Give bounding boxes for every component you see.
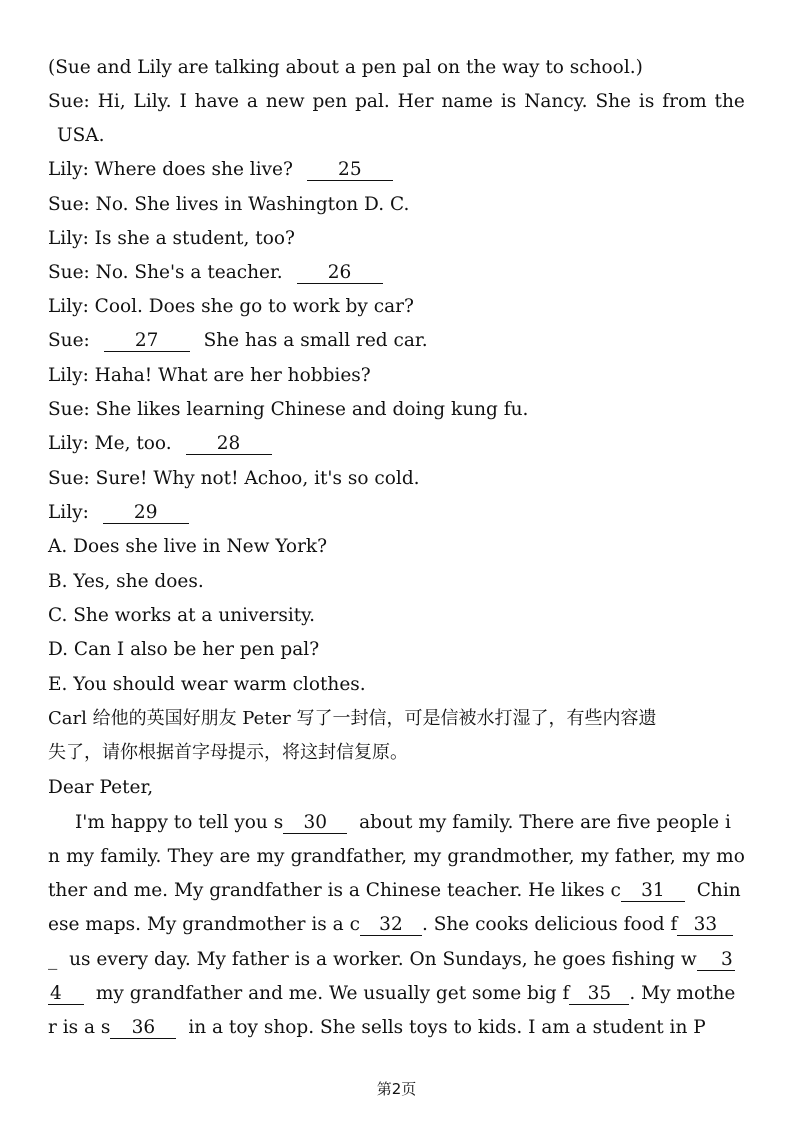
dialogue-line: Sue: She likes learning Chinese and doing kung fu. [48,399,529,420]
dialogue-text: Lily: Me, too. [48,433,172,454]
word: is [638,91,655,112]
dialogue-text: Lily: Where does she live? [48,159,293,180]
answer-blank-32: 32 [360,915,422,936]
letter-text: r is a s [48,1017,111,1038]
letter-line [48,982,735,1006]
page-number: 第2页 [376,1080,417,1098]
letter-line [48,845,745,869]
word: is [500,91,517,112]
dialogue-line: Lily: Is she a student, too? [48,228,295,249]
letter-text: in a toy shop. She sells toys to kids. I am a student in P [188,1017,706,1038]
letter-line [75,811,745,835]
dialogue-line [48,158,393,182]
answer-blank-34-continued: 4 [48,984,84,1005]
word: have [194,91,240,112]
word: n [48,846,60,867]
word: She [595,91,632,112]
word: my [66,846,95,867]
letter-text: about my family. There are five people i [359,812,731,833]
answer-blank-28: 28 [186,434,272,455]
dialogue-line: Sue: No. She lives in Washington D. C. [48,194,410,215]
letter-greeting: Dear Peter, [48,777,154,798]
dialogue-line [48,432,272,456]
answer-blank-33: 33 [677,915,733,936]
letter-text: . My mothe [629,983,736,1004]
word: Sue: [48,91,90,112]
blank-continuation: _ [48,949,58,970]
option-e: E. You should wear warm clothes. [48,674,366,695]
word: mo [716,846,745,867]
word: grandfather, [290,846,408,867]
word: They [167,846,214,867]
answer-blank-36: 36 [110,1018,176,1039]
word: my [681,846,710,867]
word: Hi, [97,91,126,112]
letter-text: . She cooks delicious food f [421,914,678,935]
answer-blank-34: 3 [697,950,735,971]
word: from [662,91,707,112]
letter-text: my grandfather and me. We usually get some big f [95,983,570,1004]
letter-text: I'm happy to tell you s [75,812,284,833]
dialogue-line: Lily: Cool. Does she go to work by car? [48,296,414,317]
word: new [265,91,305,112]
dialogue-line: Sue: Sure! Why not! Achoo, it's so cold. [48,468,420,489]
word: family. [100,846,162,867]
answer-blank-29: 29 [103,503,189,524]
dialogue-line [48,329,428,353]
answer-blank-25: 25 [307,160,393,181]
word: Nancy. [524,91,588,112]
letter-text: ese maps. My grandmother is a c [48,914,360,935]
word: Her [397,91,434,112]
word: I [179,91,187,112]
answer-blank-26: 26 [297,263,383,284]
option-c: C. She works at a university. [48,605,316,626]
dialogue-line [48,501,189,525]
dialogue-text: Sue: [48,330,90,351]
word: name [441,91,493,112]
dialogue-text: Lily: [48,502,89,523]
word: my [413,846,442,867]
letter-text: Chin [696,880,741,901]
word: pen [312,91,348,112]
word: grandmother, [447,846,575,867]
answer-blank-27: 27 [104,331,190,352]
letter-line [48,913,733,937]
letter-text: us every day. My father is a worker. On Sundays, he goes fishing w [69,949,697,970]
letter-line [48,879,741,903]
dialogue-line: Lily: Haha! What are her hobbies? [48,365,371,386]
answer-blank-31: 31 [621,881,685,902]
dialogue-intro: (Sue and Lily are talking about a pen pal on the way to school.) [48,57,643,78]
answer-blank-30: 30 [283,813,347,834]
letter-text: ther and me. My grandfather is a Chinese teacher. He likes c [48,880,621,901]
option-d: D. Can I also be her pen pal? [48,639,320,660]
dialogue-text: She has a small red car. [203,330,428,351]
option-a: A. Does she live in New York? [48,536,328,557]
letter-instruction: 失了，请你根据首字母提示，将这封信复原。 [48,742,408,763]
dialogue-line: USA. [57,125,105,146]
letter-line [48,1016,706,1040]
word: a [246,91,258,112]
letter-line [48,948,735,972]
option-b: B. Yes, she does. [48,571,204,592]
dialogue-line [48,90,745,114]
word: father, [614,846,676,867]
word: Lily. [133,91,172,112]
word: pal. [355,91,390,112]
answer-blank-35: 35 [569,984,629,1005]
word: my [256,846,285,867]
word: the [714,91,745,112]
dialogue-line [48,261,383,285]
dialogue-text: Sue: No. She's a teacher. [48,262,283,283]
letter-instruction: Carl 给他的英国好朋友 Peter 写了一封信，可是信被水打湿了，有些内容遗 [48,708,657,729]
word: my [580,846,609,867]
word: are [219,846,251,867]
